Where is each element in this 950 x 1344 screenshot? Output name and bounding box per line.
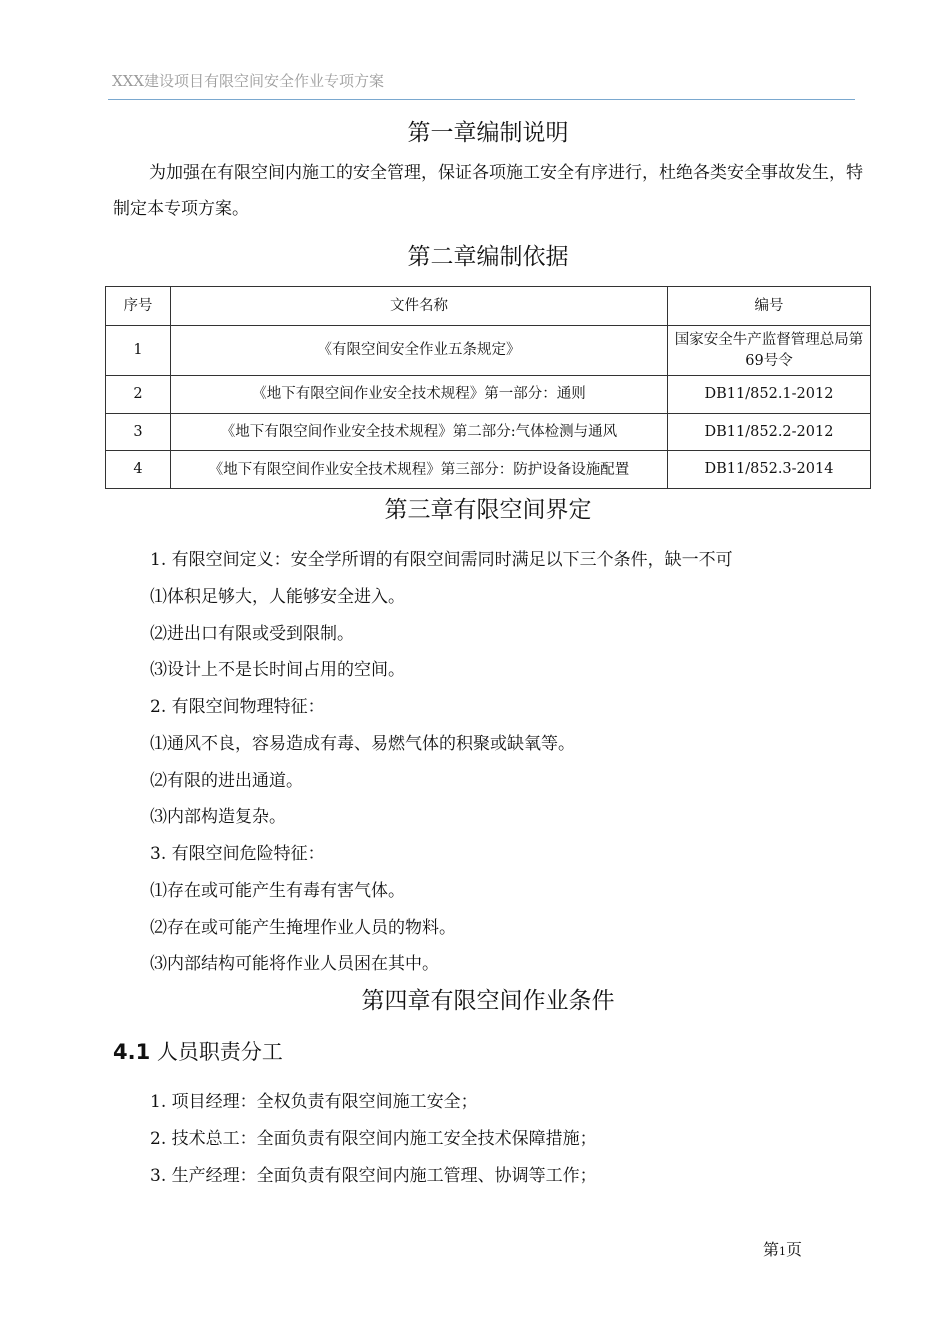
list-item: 3. 生产经理：全面负责有限空间内施工管理、协调等工作； [150,1166,597,1186]
section-number: 4.1 [113,1040,151,1064]
table-row [106,414,871,451]
table-header-row [106,287,871,326]
footer-suffix: 页 [786,1240,803,1259]
header-cell-document: 文件名称 [171,287,668,326]
running-header: XXX建设项目有限空间安全作业专项方案 [112,72,385,90]
list-item: ⑵有限的进出通道。 [150,771,303,791]
row-document: 《地下有限空间作业安全技术规程》第一部分：通则 [171,376,668,414]
row-code: 国家安全牛产监督管理总局第69号令 [668,326,871,376]
list-item: ⑶设计上不是长时间占用的空间。 [150,660,405,680]
row-index: 1 [106,326,171,376]
list-item: ⑴通风不良，容易造成有毒、易燃气体的积聚或缺氧等。 [150,734,575,754]
row-index: 2 [106,376,171,414]
section-title: 人员职责分工 [156,1040,283,1064]
page-footer [763,1237,802,1260]
list-item: ⑴体积足够大，人能够安全进入。 [150,587,405,607]
list-item: ⑶内部结构可能将作业人员困在其中。 [150,954,439,974]
table-row [106,451,871,489]
row-index: 3 [106,414,171,451]
row-code: DB11/852.3-2014 [668,451,871,489]
chapter-2-title: 第二章编制依据 [407,244,569,270]
chapter-3-title: 第三章有限空间界定 [384,497,592,523]
definition-heading: 1. 有限空间定义：安全学所谓的有限空间需同时满足以下三个条件，缺一不可 [150,550,733,570]
list-item: ⑴存在或可能产生有毒有害气体。 [150,881,405,901]
section-4-1-heading [113,1036,283,1066]
table-row [106,376,871,414]
header-cell-code: 编号 [668,287,871,326]
row-document: 《地下有限空间作业安全技术规程》第三部分：防护设备设施配置 [171,451,668,489]
basis-table [105,286,871,489]
chapter-1-title: 第一章编制说明 [407,120,569,146]
footer-prefix: 第 [763,1240,780,1259]
hazard-features-heading: 3. 有限空间危险特征： [150,844,325,864]
page-number: 1 [779,1245,787,1258]
table-row [106,326,871,376]
list-item: 2. 技术总工：全面负责有限空间内施工安全技术保障措施； [150,1129,597,1149]
row-document: 《地下有限空间作业安全技术规程》第二部分:气体检测与通风 [171,414,668,451]
list-item: ⑶内部构造复杂。 [150,807,286,827]
header-rule [108,99,855,100]
row-code: DB11/852.1-2012 [668,376,871,414]
row-index: 4 [106,451,171,489]
list-item: ⑵进出口有限或受到限制。 [150,624,354,644]
chapter-4-title: 第四章有限空间作业条件 [361,988,615,1014]
list-item: 1. 项目经理：全权负责有限空间施工安全； [150,1092,478,1112]
row-document: 《有限空间安全作业五条规定》 [171,326,668,376]
list-item: ⑵存在或可能产生掩埋作业人员的物料。 [150,918,456,938]
physical-features-heading: 2. 有限空间物理特征： [150,697,325,717]
chapter-1-paragraph: 为加强在有限空间内施工的安全管理，保证各项施工安全有序进行，杜绝各类安全事故发生，特制定本专项方案。 [113,163,863,219]
header-cell-index: 序号 [106,287,171,326]
row-code: DB11/852.2-2012 [668,414,871,451]
